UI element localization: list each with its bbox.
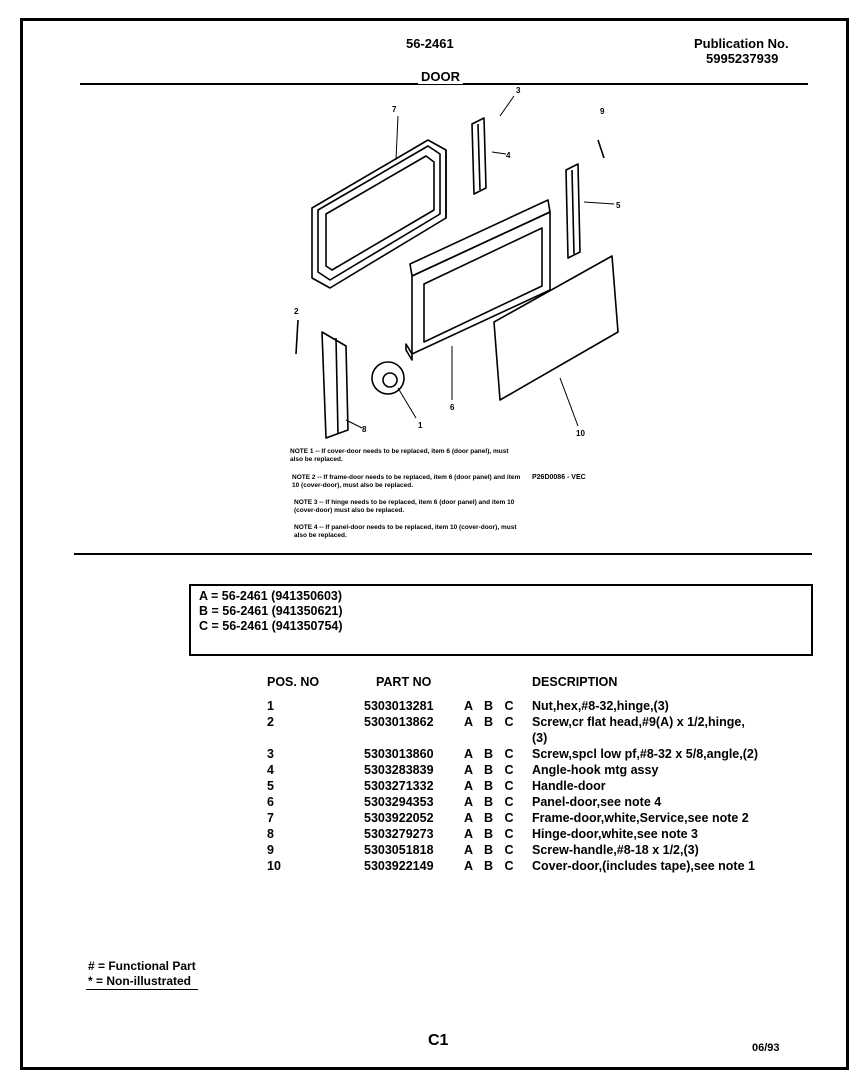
pos-no: 6 bbox=[267, 795, 274, 809]
model-codes: A B C bbox=[464, 795, 518, 809]
pos-no: 9 bbox=[267, 843, 274, 857]
pos-no: 4 bbox=[267, 763, 274, 777]
model-codes: A B C bbox=[464, 827, 518, 841]
legend-functional: # = Functional Part bbox=[88, 959, 196, 973]
model-c: C = 56-2461 (941350754) bbox=[199, 619, 343, 633]
model-codes: A B C bbox=[464, 715, 518, 729]
note-3: NOTE 3 -- If hinge needs to be replaced, item 6 (door panel) and item 10 (cover-door) must also be replaced. bbox=[294, 499, 515, 514]
part-no: 5303294353 bbox=[364, 795, 434, 809]
pos-no: 1 bbox=[267, 699, 274, 713]
pos-no: 5 bbox=[267, 779, 274, 793]
angle-hook-drawing bbox=[472, 118, 486, 194]
table-row bbox=[0, 699, 864, 715]
model-codes: A B C bbox=[464, 747, 518, 761]
model-codes: A B C bbox=[464, 763, 518, 777]
callout-5: 5 bbox=[616, 201, 621, 210]
legend-underline bbox=[86, 989, 198, 990]
description: Cover-door,(includes tape),see note 1 bbox=[532, 859, 755, 873]
screw-handle-drawing bbox=[598, 140, 604, 158]
callout-1: 1 bbox=[418, 421, 423, 430]
table-row bbox=[0, 715, 864, 731]
drawing-code: P26D0086 - VEC bbox=[532, 474, 586, 481]
revision-date: 06/93 bbox=[752, 1042, 780, 1054]
callout-4: 4 bbox=[506, 151, 511, 160]
part-no: 5303013860 bbox=[364, 747, 434, 761]
table-row bbox=[0, 827, 864, 843]
table-row bbox=[0, 795, 864, 811]
callout-7: 7 bbox=[392, 105, 397, 114]
description-continued: (3) bbox=[532, 731, 548, 745]
header-part-no: PART NO bbox=[376, 675, 432, 689]
part-no: 5303922052 bbox=[364, 811, 434, 825]
table-row bbox=[0, 779, 864, 795]
part-no: 5303013862 bbox=[364, 715, 434, 729]
diagram-rule bbox=[74, 553, 812, 555]
part-no: 5303922149 bbox=[364, 859, 434, 873]
table-row-continuation bbox=[0, 731, 864, 747]
callout-6: 6 bbox=[450, 403, 455, 412]
section-title: DOOR bbox=[418, 69, 463, 84]
callout-9: 9 bbox=[600, 107, 605, 116]
model-codes: A B C bbox=[464, 811, 518, 825]
part-no: 5303283839 bbox=[364, 763, 434, 777]
description: Angle-hook mtg assy bbox=[532, 763, 659, 777]
callout-2: 2 bbox=[294, 307, 299, 316]
callout-3: 3 bbox=[516, 86, 521, 95]
publication-label: Publication No. bbox=[694, 36, 789, 51]
pos-no: 10 bbox=[267, 859, 281, 873]
part-no: 5303271332 bbox=[364, 779, 434, 793]
model-codes: A B C bbox=[464, 699, 518, 713]
cover-door-drawing bbox=[494, 256, 618, 400]
model-codes: A B C bbox=[464, 859, 518, 873]
model-codes: A B C bbox=[464, 843, 518, 857]
model-number: 56-2461 bbox=[406, 36, 454, 51]
panel-door-drawing bbox=[406, 200, 550, 360]
leader-lines bbox=[346, 96, 614, 428]
model-b: B = 56-2461 (941350621) bbox=[199, 604, 343, 618]
pos-no: 7 bbox=[267, 811, 274, 825]
description: Frame-door,white,Service,see note 2 bbox=[532, 811, 749, 825]
pos-no: 3 bbox=[267, 747, 274, 761]
note-4: NOTE 4 -- If panel-door needs to be replaced, item 10 (cover-door), must also be replaced. bbox=[294, 524, 517, 539]
handle-door-drawing bbox=[566, 164, 580, 258]
header-pos-no: POS. NO bbox=[267, 675, 320, 689]
model-a: A = 56-2461 (941350603) bbox=[199, 589, 343, 603]
screw-hinge-drawing bbox=[296, 320, 298, 354]
part-no: 5303279273 bbox=[364, 827, 434, 841]
description: Screw-handle,#8-18 x 1/2,(3) bbox=[532, 843, 699, 857]
table-row bbox=[0, 763, 864, 779]
table-row bbox=[0, 843, 864, 859]
table-row bbox=[0, 747, 864, 763]
description: Panel-door,see note 4 bbox=[532, 795, 662, 809]
model-legend-box bbox=[189, 584, 813, 656]
table-row bbox=[0, 811, 864, 827]
table-row bbox=[0, 859, 864, 875]
description: Screw,spcl low pf,#8-32 x 5/8,angle,(2) bbox=[532, 747, 759, 761]
pos-no: 2 bbox=[267, 715, 274, 729]
legend-non-illustrated: * = Non-illustrated bbox=[88, 974, 192, 988]
description: Handle-door bbox=[532, 779, 606, 793]
description: Nut,hex,#8-32,hinge,(3) bbox=[532, 699, 669, 713]
model-codes: A B C bbox=[464, 779, 518, 793]
description: Hinge-door,white,see note 3 bbox=[532, 827, 698, 841]
frame-door-drawing bbox=[312, 140, 446, 288]
publication-number: 5995237939 bbox=[706, 51, 779, 66]
callout-10: 10 bbox=[576, 429, 585, 438]
callout-8: 8 bbox=[362, 425, 367, 434]
part-no: 5303013281 bbox=[364, 699, 434, 713]
part-no: 5303051818 bbox=[364, 843, 434, 857]
pos-no: 8 bbox=[267, 827, 274, 841]
description: Screw,cr flat head,#9(A) x 1/2,hinge, bbox=[532, 715, 745, 729]
note-2: NOTE 2 -- If frame-door needs to be replaced, item 6 (door panel) and item 10 (cover-door), must also be replaced. bbox=[292, 474, 521, 489]
note-1: NOTE 1 -- If cover-door needs to be replaced, item 6 (door panel), must also be replaced. bbox=[290, 448, 509, 463]
page-number: C1 bbox=[428, 1032, 449, 1049]
hinge-drawing bbox=[322, 332, 348, 438]
header-description: DESCRIPTION bbox=[532, 675, 618, 689]
